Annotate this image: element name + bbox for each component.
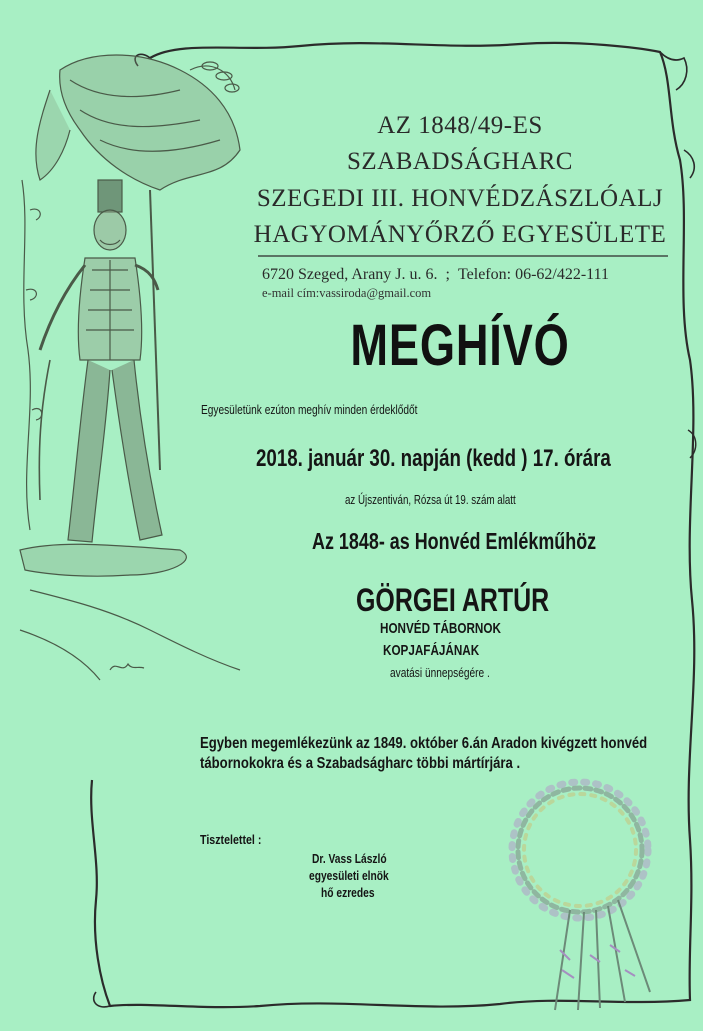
- memorial-line-1: Egyben megemlékezünk az 1849. október 6.án Aradon kivégzett honvéd: [200, 735, 648, 752]
- contact-separator: ;: [445, 266, 450, 283]
- kopjafa-line: KOPJAFÁJÁNAK: [383, 642, 480, 659]
- association-header-line-1: AZ 1848/49-ES: [377, 112, 543, 139]
- signer-rank: hő ezredes: [321, 886, 375, 900]
- rosette-seal-icon: [500, 770, 670, 1020]
- phone-text: Telefon: 06-62/422-111: [457, 266, 609, 283]
- association-header-line-2: SZABADSÁGHARC: [347, 148, 573, 175]
- honoree-rank: HONVÉD TÁBORNOK: [380, 620, 501, 637]
- event-place: az Újszentiván, Rózsa út 19. szám alatt: [345, 493, 516, 507]
- contact-line: [262, 266, 682, 284]
- ceremony-line: avatási ünnepségére .: [390, 665, 490, 680]
- signer-name: Dr. Vass László: [312, 852, 387, 866]
- honoree-name: GÖRGEI ARTÚR: [356, 582, 550, 618]
- association-header-line-3: SZEGEDI III. HONVÉDZÁSZLÓALJ: [256, 185, 664, 212]
- association-header-line-4: HAGYOMÁNYŐRZŐ EGYESÜLETE: [253, 221, 667, 248]
- memorial-line-2: tábornokokra és a Szabadságharc többi mártírjára .: [200, 755, 521, 772]
- monument-line: Az 1848- as Honvéd Emlékműhöz: [312, 528, 597, 554]
- closing-regards: Tisztelettel :: [200, 832, 262, 847]
- invitation-title: MEGHÍVÓ: [350, 313, 570, 378]
- signer-role: egyesületi elnök: [309, 869, 389, 883]
- hussar-soldier-with-flag-illustration: [10, 30, 245, 690]
- email-text: e-mail cím:vassiroda@gmail.com: [262, 286, 432, 300]
- invite-sentence: Egyesületünk ezúton meghív minden érdeklődőt: [201, 402, 418, 417]
- address-text: 6720 Szeged, Arany J. u. 6.: [262, 266, 438, 283]
- event-date: 2018. január 30. napján (kedd ) 17. órára: [256, 445, 611, 472]
